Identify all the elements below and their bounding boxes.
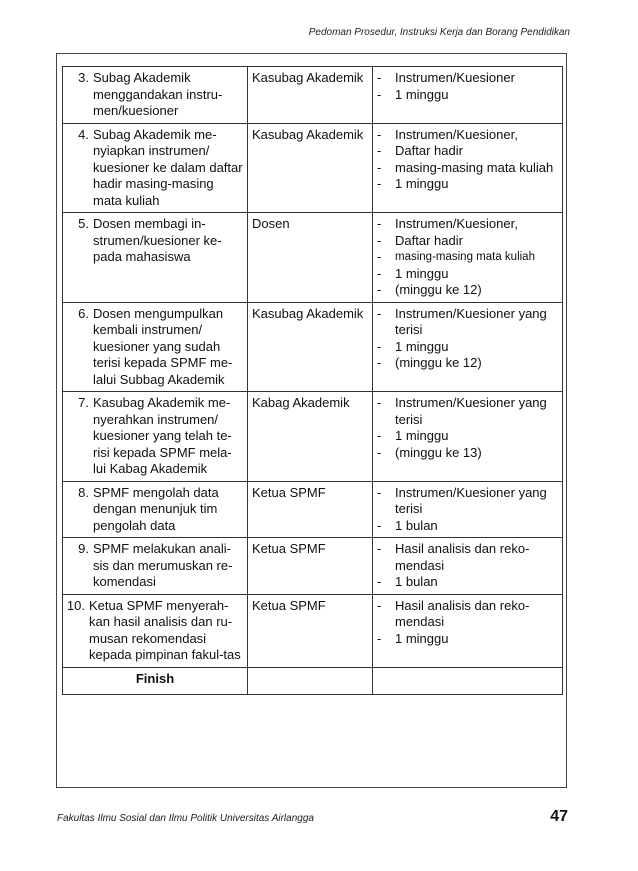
step-number: 6. [78,305,89,321]
output-cell [373,392,563,482]
step-description: SPMF mengolah data dengan menunjuk tim pengolah data [93,484,219,533]
output-text: Hasil analisis dan reko-mendasi [395,597,530,629]
table-row [63,213,563,303]
bullet-dash: - [377,216,382,231]
bullet-dash: - [377,597,382,613]
output-text: (minggu ke 12) [395,355,482,370]
finish-empty-cell [248,667,373,694]
step-cell [63,481,248,538]
footer-institution: Fakultas Ilmu Sosial dan Ilmu Politik Universitas Airlangga [57,813,314,824]
output-text: Instrumen/Kuesioner [395,70,515,85]
output-item [377,176,558,193]
step-description: Subag Akademik menggandakan instru-men/kuesioner [93,70,223,118]
output-item [377,395,558,428]
output-item [377,485,558,518]
output-text: 1 bulan [395,517,438,533]
output-item [377,631,558,648]
bullet-dash: - [377,338,382,354]
output-text: 1 minggu [395,428,449,443]
step-cell [63,392,248,482]
output-item [377,339,558,356]
step-description: Subag Akademik me-nyiapkan instrumen/ kuesioner ke dalam daftar hadir masing-masing mata kuliah [93,126,243,208]
step-description: SPMF melakukan anali-sis dan merumuskan re-komendasi [93,541,233,589]
actor-cell: Kasubag Akademik [248,302,373,392]
actor-cell: Ketua SPMF [248,481,373,538]
procedure-table [62,66,563,695]
actor-cell: Dosen [248,213,373,303]
output-item [377,87,558,104]
running-header: Pedoman Prosedur, Instruksi Kerja dan Borang Pendidikan [308,27,570,38]
output-item [377,355,558,372]
step-description: Dosen membagi in-strumen/kuesioner ke-pada mahasiswa [93,216,222,264]
output-cell [373,481,563,538]
bullet-dash: - [377,428,382,443]
output-text: Daftar hadir [395,143,463,158]
output-item [377,249,558,266]
output-item [377,143,558,160]
bullet-dash: - [377,395,382,410]
procedure-table-body [63,67,563,668]
output-item [377,518,558,535]
bullet-dash: - [377,70,382,85]
output-text: 1 minggu [395,176,449,191]
output-text: 1 bulan [395,574,438,589]
bullet-dash: - [377,355,382,370]
output-text: Daftar hadir [395,232,463,248]
table-row [63,302,563,392]
table-row [63,67,563,124]
output-text: 1 minggu [395,86,449,102]
step-number: 4. [78,126,89,142]
output-item [377,216,558,233]
table-row [63,594,563,667]
step-description: Kasubag Akademik me-nyerahkan instrumen/ kuesioner yang telah te-risi kepada SPMF mela-lui Kabag Akademik [93,395,232,476]
bullet-dash: - [377,232,382,248]
bullet-dash: - [377,86,382,102]
finish-label: Finish [63,667,248,694]
output-cell [373,123,563,213]
bullet-dash: - [377,305,382,321]
output-cell [373,67,563,124]
finish-row [63,667,563,694]
step-number: 9. [78,541,89,556]
bullet-dash: - [377,176,382,191]
step-number: 3. [78,70,89,85]
output-text: 1 minggu [395,338,449,354]
output-text: Hasil analisis dan reko-mendasi [395,541,530,573]
bullet-dash: - [377,159,382,175]
output-cell [373,302,563,392]
bullet-dash: - [377,282,382,297]
bullet-dash: - [377,444,382,460]
actor-cell: Kabag Akademik [248,392,373,482]
step-cell [63,67,248,124]
output-item [377,266,558,283]
bullet-dash: - [377,630,382,646]
bullet-dash: - [377,517,382,533]
output-text: Instrumen/Kuesioner, [395,216,518,231]
table-row [63,481,563,538]
step-number: 8. [78,484,89,500]
bullet-dash: - [377,143,382,158]
step-cell [63,594,248,667]
page-number: 47 [550,808,568,825]
bullet-dash: - [377,541,382,556]
output-item [377,428,558,445]
output-text: (minggu ke 13) [395,444,482,460]
output-text: 1 minggu [395,630,449,646]
output-text: (minggu ke 12) [395,282,482,297]
bullet-dash: - [377,249,382,264]
output-item [377,541,558,574]
table-row [63,538,563,595]
bullet-dash: - [377,484,382,500]
output-text: masing-masing mata kuliah [395,251,535,263]
finish-empty-cell [373,667,563,694]
output-cell [373,213,563,303]
step-cell [63,538,248,595]
step-number: 5. [78,216,89,231]
bullet-dash: - [377,574,382,589]
step-cell [63,302,248,392]
output-item [377,445,558,462]
step-number: 10. [66,597,85,613]
output-text: Instrumen/Kuesioner yang terisi [395,484,547,516]
output-text: Instrumen/Kuesioner yang terisi [395,305,547,337]
output-item [377,598,558,631]
output-text: 1 minggu [395,265,449,281]
output-text: masing-masing mata kuliah [395,159,554,175]
output-cell [373,538,563,595]
output-item [377,233,558,250]
step-description: Dosen mengumpulkan kembali instrumen/ kuesioner yang sudah terisi kepada SPMF me-lalui Subbag Akademik [93,305,233,387]
table-row [63,123,563,213]
output-text: Instrumen/Kuesioner, [395,126,518,142]
actor-cell: Kasubag Akademik [248,67,373,124]
output-item [377,282,558,299]
table-row [63,392,563,482]
step-number: 7. [78,395,89,410]
output-item [377,70,558,87]
output-item [377,574,558,591]
output-item [377,306,558,339]
output-cell [373,594,563,667]
output-item [377,160,558,177]
actor-cell: Ketua SPMF [248,538,373,595]
bullet-dash: - [377,126,382,142]
output-text: Instrumen/Kuesioner yang terisi [395,395,547,427]
output-item [377,127,558,144]
step-cell [63,213,248,303]
actor-cell: Kasubag Akademik [248,123,373,213]
actor-cell: Ketua SPMF [248,594,373,667]
step-cell [63,123,248,213]
step-description: Ketua SPMF menyerah-kan hasil analisis dan ru-musan rekomendasi kepada pimpinan fakul-tas [89,597,241,662]
bullet-dash: - [377,265,382,281]
